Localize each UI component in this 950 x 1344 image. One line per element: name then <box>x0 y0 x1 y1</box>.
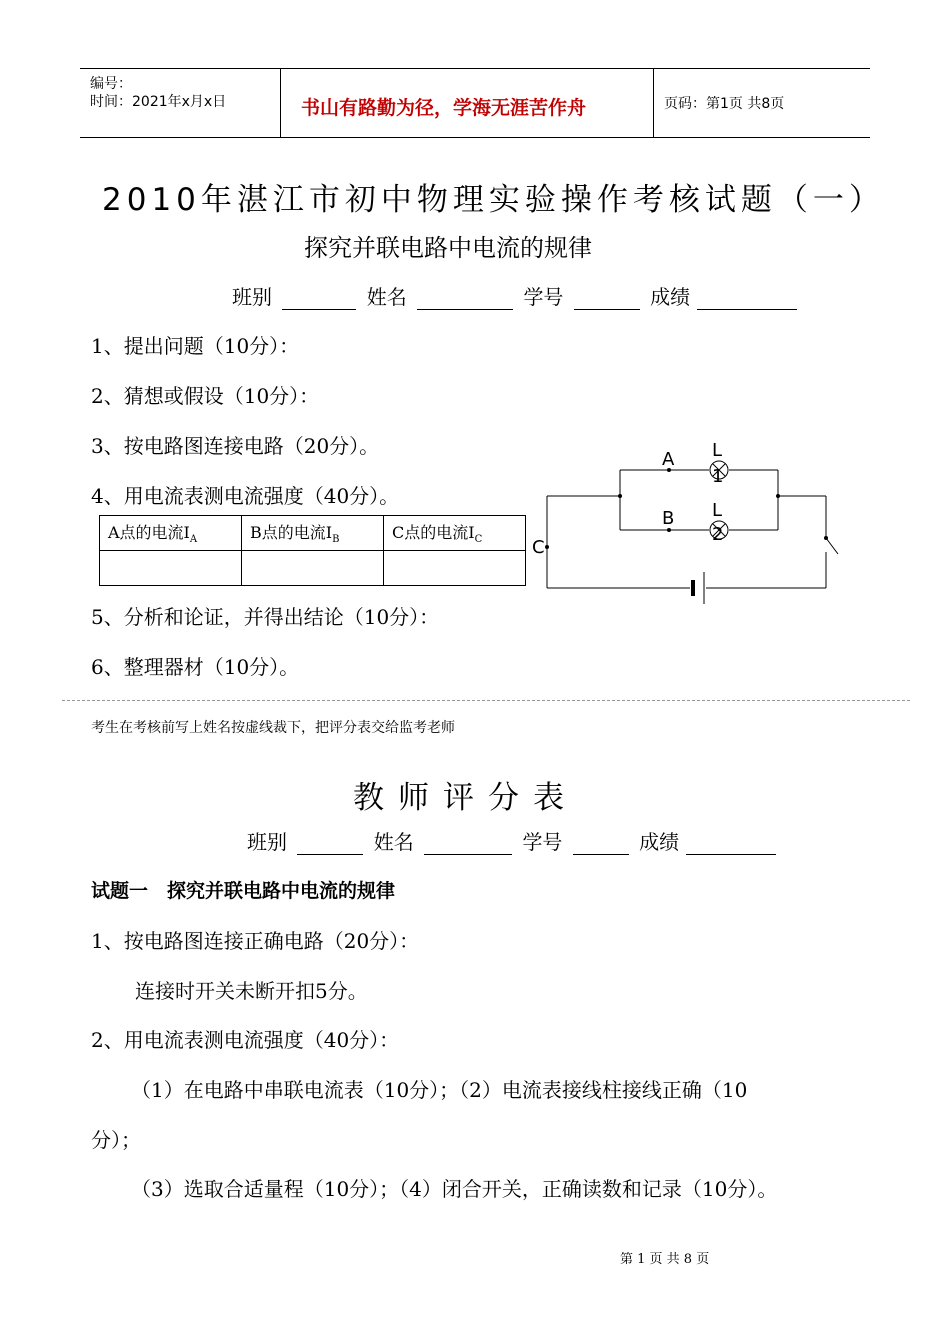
score-blank[interactable] <box>697 289 797 310</box>
class-label: 班别 <box>232 285 272 309</box>
class-blank[interactable] <box>282 289 356 310</box>
teacher-line-1: 1、按电路图连接正确电路（20分）： <box>91 929 420 953</box>
label-c: C <box>532 537 545 558</box>
current-table <box>99 515 526 586</box>
step-6: 6、整理器材（10分）。 <box>91 655 300 679</box>
number-label: 学号 <box>523 285 564 309</box>
label-l2-letter: L <box>712 500 723 521</box>
teacher-line-5: 分）； <box>91 1128 141 1152</box>
score-label: 成绩 <box>650 285 691 309</box>
teacher-line-6: （3）选取合适量程（10分）；（4）闭合开关，正确读数和记录（10分）。 <box>131 1177 778 1201</box>
label-l2-number: 2 <box>712 524 724 545</box>
value-cell-a[interactable] <box>100 551 242 586</box>
point-c-dot <box>545 545 549 549</box>
page-info: 页码：第1页 共8页 <box>664 96 785 112</box>
table-header-row <box>100 516 526 551</box>
label-b: B <box>662 508 675 529</box>
step-4: 4、用电流表测电流强度（40分）。 <box>91 484 400 508</box>
label-l1-number: 1 <box>712 466 724 487</box>
code-label: 编号： <box>90 76 132 92</box>
header-cell-a: A点的电流$I_A$ <box>100 516 242 551</box>
header-left-cell <box>80 69 281 137</box>
header-cell-c: C点的电流$I_C$ <box>384 516 526 551</box>
junction-right-dot <box>776 494 780 498</box>
switch-icon <box>826 538 838 554</box>
step-5: 5、分析和论证，并得出结论（10分）： <box>91 605 440 629</box>
step-3: 3、按电路图连接电路（20分）。 <box>91 434 380 458</box>
time-label: 时间：2021年x月x日 <box>90 94 227 110</box>
name-label: 姓名 <box>366 285 407 309</box>
header-cell-b: B点的电流$I_B$ <box>242 516 384 551</box>
teacher-fields <box>247 826 780 855</box>
student-fields <box>232 281 801 310</box>
number-blank[interactable] <box>574 289 640 310</box>
header-middle-cell <box>281 69 654 137</box>
teacher-name-label: 姓名 <box>373 830 414 854</box>
teacher-class-blank[interactable] <box>297 834 363 855</box>
exam-title: 2010年湛江市初中物理实验操作考核试题（一） <box>102 182 885 218</box>
teacher-name-blank[interactable] <box>424 834 512 855</box>
label-a: A <box>662 449 675 470</box>
teacher-line-2: 连接时开关未断开扣5分。 <box>135 979 368 1003</box>
cut-line <box>62 700 910 701</box>
name-blank[interactable] <box>417 289 513 310</box>
junction-left-dot <box>618 494 622 498</box>
table-row <box>100 551 526 586</box>
teacher-class-label: 班别 <box>247 830 287 854</box>
value-cell-c[interactable] <box>384 551 526 586</box>
page-footer: 第 1 页 共 8 页 <box>620 1252 710 1267</box>
teacher-number-label: 学号 <box>522 830 563 854</box>
teacher-score-blank[interactable] <box>686 834 776 855</box>
step-2: 2、猜想或假设（10分）： <box>91 384 320 408</box>
switch-contact-dot <box>824 536 828 540</box>
step-1: 1、提出问题（10分）： <box>91 334 300 358</box>
item-title: 试题一 探究并联电路中电流的规律 <box>91 880 396 902</box>
teacher-number-blank[interactable] <box>573 834 629 855</box>
exam-subtitle: 探究并联电路中电流的规律 <box>304 234 592 262</box>
label-l1-letter: L <box>712 440 723 461</box>
teacher-score-label: 成绩 <box>639 830 680 854</box>
page-header <box>80 68 870 138</box>
motto: 书山有路勤为径，学海无涯苦作舟 <box>301 97 587 119</box>
header-right-cell <box>654 69 870 137</box>
value-cell-b[interactable] <box>242 551 384 586</box>
teacher-title: 教师评分表 <box>353 780 578 816</box>
circuit-diagram <box>520 430 850 610</box>
teacher-line-4: （1）在电路中串联电流表（10分）；（2）电流表接线柱接线正确（10 <box>131 1078 748 1102</box>
teacher-line-3: 2、用电流表测电流强度（40分）： <box>91 1028 400 1052</box>
cut-note: 考生在考核前写上姓名按虚线裁下，把评分表交给监考老师 <box>91 720 455 736</box>
